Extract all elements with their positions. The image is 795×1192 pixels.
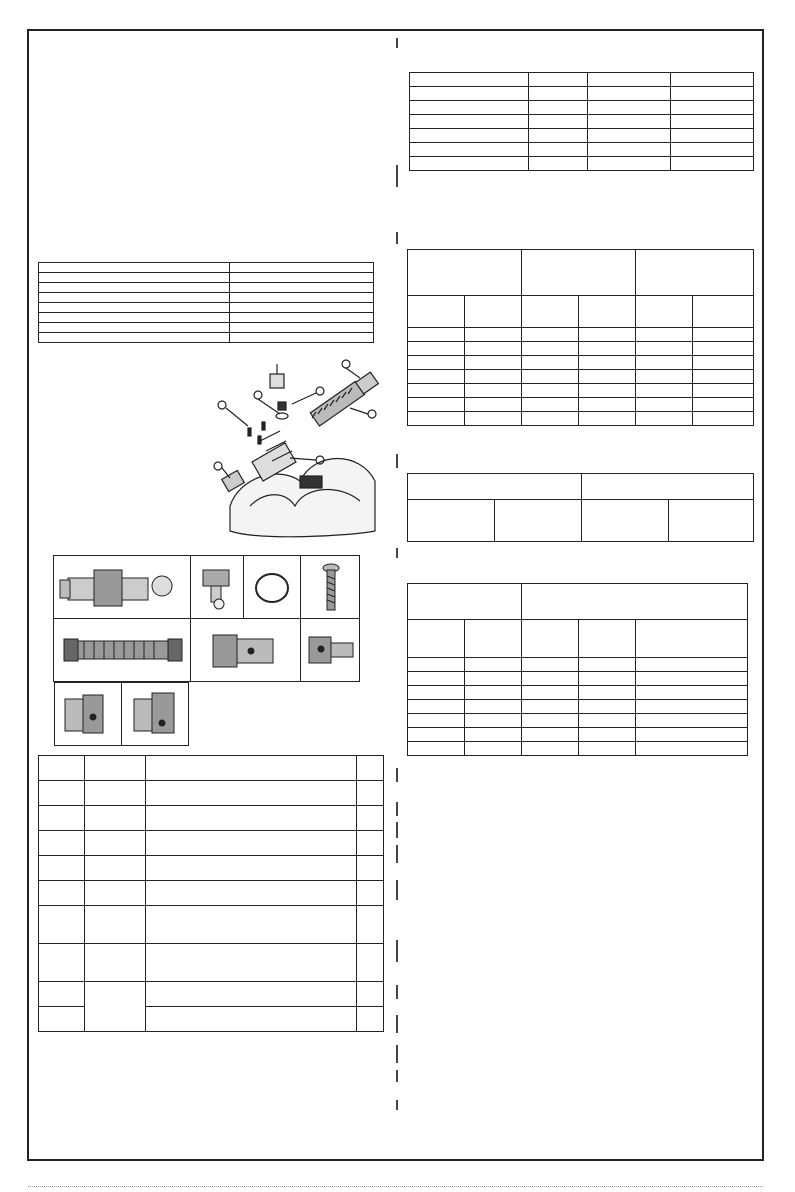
spec-table-right-3 (407, 473, 754, 542)
parts-image-grid (53, 555, 360, 746)
spec-table-right-1 (409, 72, 754, 171)
parts-list-table (38, 755, 384, 1032)
threaded-nut-image (54, 683, 121, 746)
cap-image (191, 556, 244, 619)
screw-image (301, 556, 360, 619)
spec-table-right-4 (407, 583, 748, 756)
spec-table-right-2 (407, 249, 754, 426)
coupling-image (121, 683, 188, 746)
exploded-assembly-diagram (200, 356, 390, 546)
hose-adapter-image (301, 619, 360, 682)
union-fitting-image (191, 619, 301, 682)
page-cut-line (28, 1186, 763, 1187)
spec-table-left (38, 262, 374, 343)
flex-hose-image (54, 619, 191, 682)
valve-body-image (54, 556, 191, 619)
o-ring-image (244, 556, 301, 619)
